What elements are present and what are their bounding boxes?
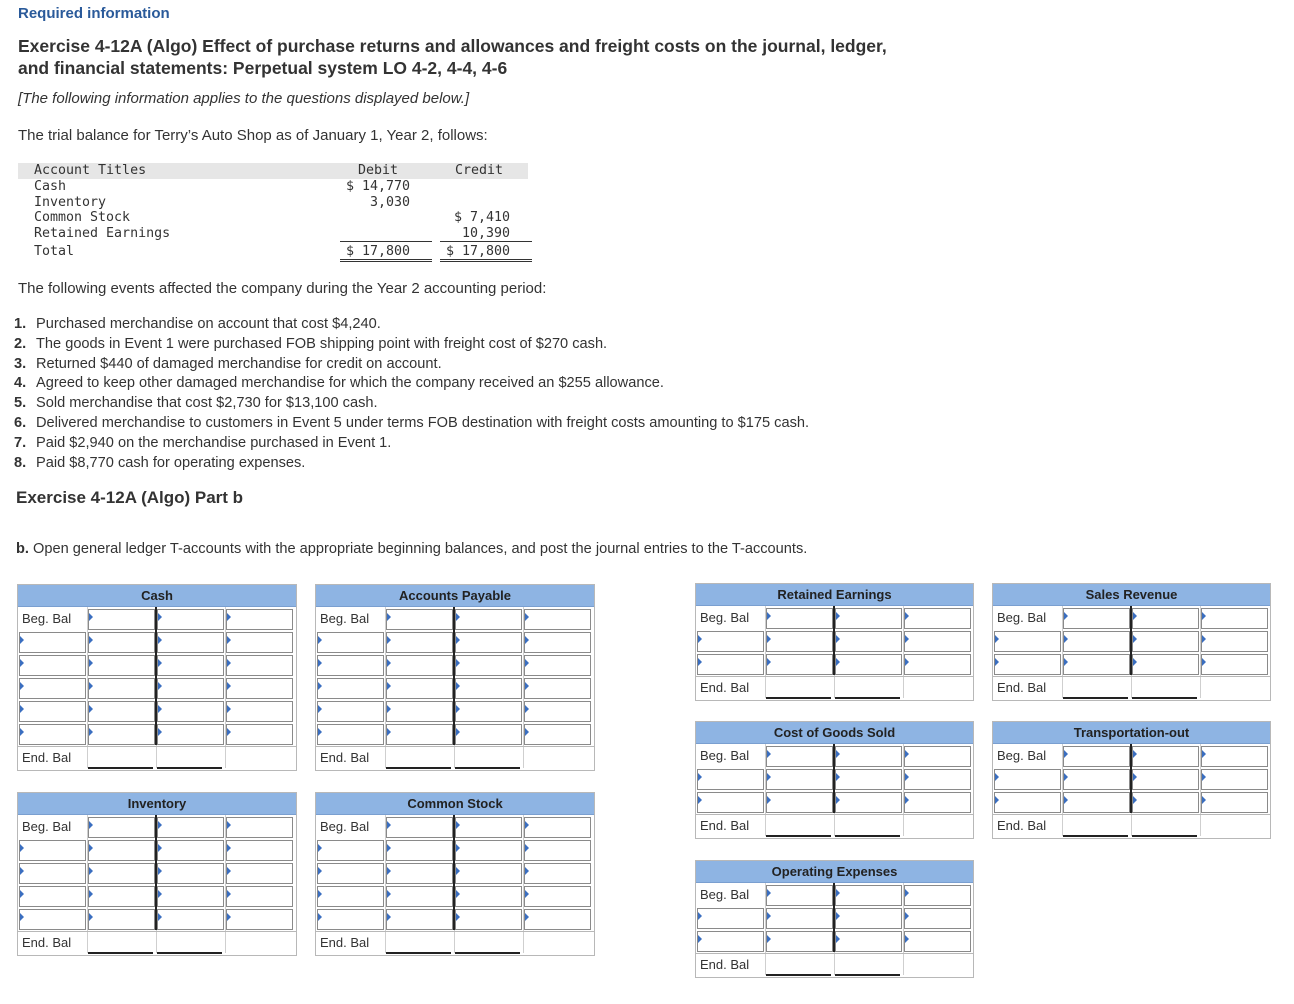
debit-amount-input[interactable] (88, 632, 155, 653)
info-note: [The following information applies to the questions displayed below.] (18, 90, 470, 107)
end-bal-credit-input[interactable] (455, 748, 520, 769)
event-number: 5. (14, 395, 27, 412)
debit-amount-input[interactable] (386, 817, 453, 838)
t-account-title: Inventory (18, 793, 296, 815)
list-item (14, 374, 809, 394)
credit-amount-input[interactable] (835, 908, 902, 929)
end-bal-debit-input[interactable] (386, 933, 451, 954)
t-account-accounts-payable (315, 584, 595, 771)
t-account-title: Operating Expenses (696, 861, 973, 883)
debit-amount-input[interactable] (386, 863, 453, 884)
total-double-rule (440, 261, 532, 262)
event-text: Paid $2,940 on the merchandise purchased in Event 1. (36, 434, 392, 451)
credit-ref-input[interactable] (226, 909, 293, 930)
credit-ref-input[interactable] (904, 608, 971, 629)
trial-balance-row (18, 179, 528, 195)
credit-amount-input[interactable] (455, 609, 522, 630)
event-text: Purchased merchandise on account that cost $4,240. (36, 316, 381, 332)
debit-ref-input[interactable] (994, 792, 1061, 813)
credit-amount-input[interactable] (157, 655, 224, 676)
end-bal-credit-input[interactable] (1132, 816, 1197, 837)
debit-amount-input[interactable] (1063, 608, 1130, 629)
t-account-title: Sales Revenue (993, 584, 1270, 606)
debit-amount-input[interactable] (386, 886, 453, 907)
credit-amount-input[interactable] (157, 840, 224, 861)
end-bal-debit-input[interactable] (766, 955, 831, 976)
total-double-rule (440, 259, 532, 260)
credit-amount-input[interactable] (157, 678, 224, 699)
credit-ref-input[interactable] (1201, 654, 1268, 675)
debit-ref-input[interactable] (19, 863, 86, 884)
row-debit: $ 17,800 (345, 243, 410, 259)
list-item (14, 355, 809, 375)
debit-ref-input[interactable] (19, 886, 86, 907)
beg-bal-label: Beg. Bal (997, 610, 1047, 625)
end-bal-label: End. Bal (320, 750, 370, 765)
credit-ref-input[interactable] (524, 817, 591, 838)
debit-amount-input[interactable] (88, 863, 155, 884)
credit-amount-input[interactable] (157, 817, 224, 838)
end-bal-debit-input[interactable] (88, 933, 153, 954)
t-account-title: Common Stock (316, 793, 594, 815)
trial-balance-header (18, 163, 528, 179)
debit-amount-input[interactable] (88, 678, 155, 699)
debit-amount-input[interactable] (88, 886, 155, 907)
debit-amount-input[interactable] (386, 655, 453, 676)
credit-amount-input[interactable] (835, 608, 902, 629)
t-account-common-stock (315, 792, 595, 956)
debit-ref-input[interactable] (19, 840, 86, 861)
col-debit: Debit (358, 163, 399, 178)
credit-ref-input[interactable] (226, 863, 293, 884)
trial-balance-row (18, 195, 528, 211)
end-bal-credit-input[interactable] (1132, 678, 1197, 699)
beg-bal-label: Beg. Bal (700, 748, 750, 763)
list-item (14, 335, 809, 355)
event-text: Returned $440 of damaged merchandise for credit on account. (36, 355, 442, 372)
event-text: The goods in Event 1 were purchased FOB shipping point with freight cost of $270 cash. (36, 335, 608, 352)
t-account-title: Accounts Payable (316, 585, 594, 607)
beg-bal-label: Beg. Bal (700, 610, 750, 625)
debit-ref-input[interactable] (317, 655, 384, 676)
debit-ref-input[interactable] (317, 724, 384, 745)
list-item (14, 454, 809, 474)
list-item (14, 315, 809, 335)
debit-ref-input[interactable] (697, 792, 764, 813)
debit-ref-input[interactable] (317, 909, 384, 930)
debit-amount-input[interactable] (1063, 654, 1130, 675)
debit-ref-input[interactable] (317, 863, 384, 884)
credit-amount-input[interactable] (835, 931, 902, 952)
trial-balance-table (18, 163, 528, 261)
credit-ref-input[interactable] (904, 769, 971, 790)
t-account-title: Cost of Goods Sold (696, 722, 973, 744)
credit-amount-input[interactable] (455, 840, 522, 861)
debit-ref-input[interactable] (19, 909, 86, 930)
event-number: 3. (14, 355, 27, 372)
credit-ref-input[interactable] (1201, 631, 1268, 652)
debit-amount-input[interactable] (88, 724, 155, 745)
debit-ref-input[interactable] (317, 840, 384, 861)
credit-ref-input[interactable] (524, 655, 591, 676)
credit-amount-input[interactable] (1132, 769, 1199, 790)
credit-amount-input[interactable] (455, 863, 522, 884)
end-bal-credit-input[interactable] (157, 748, 222, 769)
debit-ref-input[interactable] (697, 769, 764, 790)
total-double-rule (340, 259, 432, 260)
list-item (14, 394, 809, 414)
required-information-heading: Required information (18, 5, 170, 22)
t-account-title: Transportation-out (993, 722, 1270, 744)
debit-ref-input[interactable] (697, 631, 764, 652)
instruction-text: Open general ledger T-accounts with the appropriate beginning balances, and post the journal entries to the T-accounts. (33, 541, 808, 557)
end-bal-label: End. Bal (320, 935, 370, 950)
debit-amount-input[interactable] (766, 792, 833, 813)
debit-amount-input[interactable] (766, 631, 833, 652)
debit-amount-input[interactable] (1063, 631, 1130, 652)
debit-ref-input[interactable] (994, 769, 1061, 790)
event-text: Paid $8,770 cash for operating expenses. (36, 454, 306, 471)
end-bal-label: End. Bal (997, 818, 1047, 833)
end-bal-credit-input[interactable] (835, 678, 900, 699)
debit-amount-input[interactable] (88, 701, 155, 722)
beg-bal-label: Beg. Bal (22, 819, 72, 834)
credit-ref-input[interactable] (1201, 792, 1268, 813)
t-account-transportation-out (992, 721, 1271, 839)
end-bal-debit-input[interactable] (1063, 816, 1128, 837)
end-bal-label: End. Bal (22, 935, 72, 950)
trial-balance-total-row (18, 242, 528, 261)
credit-ref-input[interactable] (904, 931, 971, 952)
event-number: 8. (14, 454, 27, 471)
exercise-title: Exercise 4-12A (Algo) Effect of purchase returns and allowances and freight costs on the journal, ledger, and financial statements: Perpetual system LO 4-2, 4-4, 4-6 (18, 36, 887, 78)
credit-ref-input[interactable] (904, 792, 971, 813)
debit-amount-input[interactable] (766, 769, 833, 790)
trial-balance-intro: The trial balance for Terry’s Auto Shop as of January 1, Year 2, follows: (18, 127, 488, 144)
end-bal-separator (316, 931, 594, 932)
debit-amount-input[interactable] (766, 908, 833, 929)
end-bal-separator (18, 931, 296, 932)
credit-amount-input[interactable] (157, 909, 224, 930)
end-bal-label: End. Bal (700, 680, 750, 695)
debit-ref-input[interactable] (317, 632, 384, 653)
debit-ref-input[interactable] (994, 631, 1061, 652)
debit-amount-input[interactable] (88, 817, 155, 838)
debit-ref-input[interactable] (697, 931, 764, 952)
row-title: Common Stock (34, 210, 131, 226)
end-bal-separator (696, 676, 973, 677)
list-item (14, 414, 809, 434)
credit-ref-input[interactable] (226, 724, 293, 745)
credit-ref-input[interactable] (904, 908, 971, 929)
part-instruction (16, 541, 807, 557)
debit-amount-input[interactable] (386, 909, 453, 930)
end-bal-separator (696, 953, 973, 954)
end-bal-credit-input[interactable] (455, 933, 520, 954)
credit-ref-input[interactable] (226, 678, 293, 699)
beg-bal-label: Beg. Bal (700, 887, 750, 902)
credit-ref-input[interactable] (904, 631, 971, 652)
end-bal-label: End. Bal (22, 750, 72, 765)
debit-amount-input[interactable] (1063, 792, 1130, 813)
end-bal-debit-input[interactable] (386, 748, 451, 769)
credit-amount-input[interactable] (1132, 654, 1199, 675)
end-bal-separator (316, 746, 594, 747)
event-number: 1. (14, 316, 27, 332)
credit-amount-input[interactable] (455, 632, 522, 653)
debit-ref-input[interactable] (19, 701, 86, 722)
beg-bal-label: Beg. Bal (320, 611, 370, 626)
credit-ref-input[interactable] (524, 609, 591, 630)
event-text: Delivered merchandise to customers in Event 5 under terms FOB destination with freight costs amounting to $175 cash. (36, 414, 810, 431)
debit-amount-input[interactable] (1063, 769, 1130, 790)
debit-amount-input[interactable] (766, 885, 833, 906)
credit-ref-input[interactable] (226, 886, 293, 907)
instruction-prefix: b. (16, 541, 29, 557)
credit-ref-input[interactable] (1201, 608, 1268, 629)
debit-amount-input[interactable] (88, 909, 155, 930)
debit-amount-input[interactable] (88, 609, 155, 630)
credit-ref-input[interactable] (524, 840, 591, 861)
list-item (14, 434, 809, 454)
event-number: 7. (14, 434, 27, 451)
end-bal-separator (18, 746, 296, 747)
part-title: Exercise 4-12A (Algo) Part b (16, 488, 244, 507)
beg-bal-label: Beg. Bal (22, 611, 72, 626)
debit-ref-input[interactable] (317, 678, 384, 699)
t-account-sales-revenue (992, 583, 1271, 701)
credit-amount-input[interactable] (455, 817, 522, 838)
debit-ref-input[interactable] (19, 632, 86, 653)
debit-ref-input[interactable] (994, 654, 1061, 675)
row-debit: $ 14,770 (345, 178, 410, 194)
credit-ref-input[interactable] (904, 885, 971, 906)
debit-amount-input[interactable] (1063, 746, 1130, 767)
credit-ref-input[interactable] (524, 863, 591, 884)
t-account-cost-of-goods-sold (695, 721, 974, 839)
credit-amount-input[interactable] (157, 724, 224, 745)
t-account-title: Cash (18, 585, 296, 607)
credit-amount-input[interactable] (157, 886, 224, 907)
row-title: Retained Earnings (34, 226, 171, 242)
end-bal-separator (993, 814, 1270, 815)
credit-ref-input[interactable] (226, 609, 293, 630)
debit-amount-input[interactable] (88, 655, 155, 676)
row-credit: 10,390 (461, 226, 510, 242)
end-bal-debit-input[interactable] (1063, 678, 1128, 699)
debit-amount-input[interactable] (386, 701, 453, 722)
end-bal-credit-input[interactable] (835, 816, 900, 837)
credit-amount-input[interactable] (1132, 608, 1199, 629)
row-title: Inventory (34, 194, 107, 210)
credit-amount-input[interactable] (157, 701, 224, 722)
end-bal-label: End. Bal (700, 818, 750, 833)
total-double-rule (340, 261, 432, 262)
credit-ref-input[interactable] (226, 840, 293, 861)
debit-amount-input[interactable] (386, 609, 453, 630)
row-credit: $ 17,800 (445, 243, 510, 259)
credit-ref-input[interactable] (904, 746, 971, 767)
event-number: 4. (14, 375, 27, 392)
end-bal-credit-input[interactable] (157, 933, 222, 954)
debit-amount-input[interactable] (766, 746, 833, 767)
credit-amount-input[interactable] (455, 909, 522, 930)
t-account-operating-expenses (695, 860, 974, 978)
credit-amount-input[interactable] (835, 746, 902, 767)
end-bal-label: End. Bal (700, 957, 750, 972)
credit-amount-input[interactable] (835, 792, 902, 813)
credit-ref-input[interactable] (226, 632, 293, 653)
credit-amount-input[interactable] (455, 724, 522, 745)
debit-amount-input[interactable] (386, 678, 453, 699)
t-account-title: Retained Earnings (696, 584, 973, 606)
credit-amount-input[interactable] (157, 632, 224, 653)
credit-ref-input[interactable] (524, 632, 591, 653)
credit-amount-input[interactable] (1132, 792, 1199, 813)
debit-amount-input[interactable] (386, 632, 453, 653)
credit-amount-input[interactable] (835, 769, 902, 790)
row-debit: 3,030 (369, 194, 410, 210)
event-number: 6. (14, 414, 27, 431)
debit-amount-input[interactable] (766, 608, 833, 629)
credit-amount-input[interactable] (455, 678, 522, 699)
t-account-inventory (17, 792, 297, 956)
debit-ref-input[interactable] (19, 678, 86, 699)
end-bal-separator (696, 814, 973, 815)
beg-bal-label: Beg. Bal (997, 748, 1047, 763)
event-text: Sold merchandise that cost $2,730 for $13,100 cash. (36, 395, 378, 412)
credit-ref-input[interactable] (226, 655, 293, 676)
debit-ref-input[interactable] (19, 724, 86, 745)
credit-ref-input[interactable] (524, 909, 591, 930)
col-account-titles: Account Titles (34, 163, 147, 178)
end-bal-separator (993, 676, 1270, 677)
credit-amount-input[interactable] (455, 655, 522, 676)
beg-bal-label: Beg. Bal (320, 819, 370, 834)
t-account-cash (17, 584, 297, 771)
end-bal-label: End. Bal (997, 680, 1047, 695)
credit-ref-input[interactable] (1201, 769, 1268, 790)
credit-amount-input[interactable] (157, 609, 224, 630)
credit-ref-input[interactable] (524, 724, 591, 745)
credit-ref-input[interactable] (226, 817, 293, 838)
debit-ref-input[interactable] (697, 908, 764, 929)
t-account-retained-earnings (695, 583, 974, 701)
credit-amount-input[interactable] (455, 701, 522, 722)
end-bal-debit-input[interactable] (88, 748, 153, 769)
credit-ref-input[interactable] (524, 886, 591, 907)
credit-amount-input[interactable] (157, 863, 224, 884)
event-number: 2. (14, 335, 27, 352)
credit-amount-input[interactable] (1132, 746, 1199, 767)
debit-ref-input[interactable] (697, 654, 764, 675)
debit-ref-input[interactable] (317, 886, 384, 907)
credit-amount-input[interactable] (455, 886, 522, 907)
debit-amount-input[interactable] (88, 840, 155, 861)
credit-ref-input[interactable] (226, 701, 293, 722)
credit-ref-input[interactable] (904, 654, 971, 675)
debit-ref-input[interactable] (317, 701, 384, 722)
credit-amount-input[interactable] (1132, 631, 1199, 652)
debit-ref-input[interactable] (19, 655, 86, 676)
credit-ref-input[interactable] (1201, 746, 1268, 767)
col-credit: Credit (455, 163, 504, 178)
debit-amount-input[interactable] (766, 654, 833, 675)
end-bal-debit-input[interactable] (766, 678, 831, 699)
credit-amount-input[interactable] (835, 631, 902, 652)
trial-balance-row (18, 226, 528, 242)
credit-amount-input[interactable] (835, 654, 902, 675)
debit-amount-input[interactable] (386, 724, 453, 745)
debit-amount-input[interactable] (766, 931, 833, 952)
credit-ref-input[interactable] (524, 678, 591, 699)
row-title: Cash (34, 178, 67, 194)
events-intro: The following events affected the company during the Year 2 accounting period: (18, 280, 547, 297)
row-credit: $ 7,410 (453, 210, 510, 226)
events-list (14, 315, 809, 473)
event-text: Agreed to keep other damaged merchandise for which the company received an $255 allowance. (36, 375, 664, 392)
end-bal-credit-input[interactable] (835, 955, 900, 976)
credit-ref-input[interactable] (524, 701, 591, 722)
end-bal-debit-input[interactable] (766, 816, 831, 837)
row-title: Total (34, 243, 75, 259)
trial-balance-row (18, 210, 528, 226)
credit-amount-input[interactable] (835, 885, 902, 906)
debit-amount-input[interactable] (386, 840, 453, 861)
